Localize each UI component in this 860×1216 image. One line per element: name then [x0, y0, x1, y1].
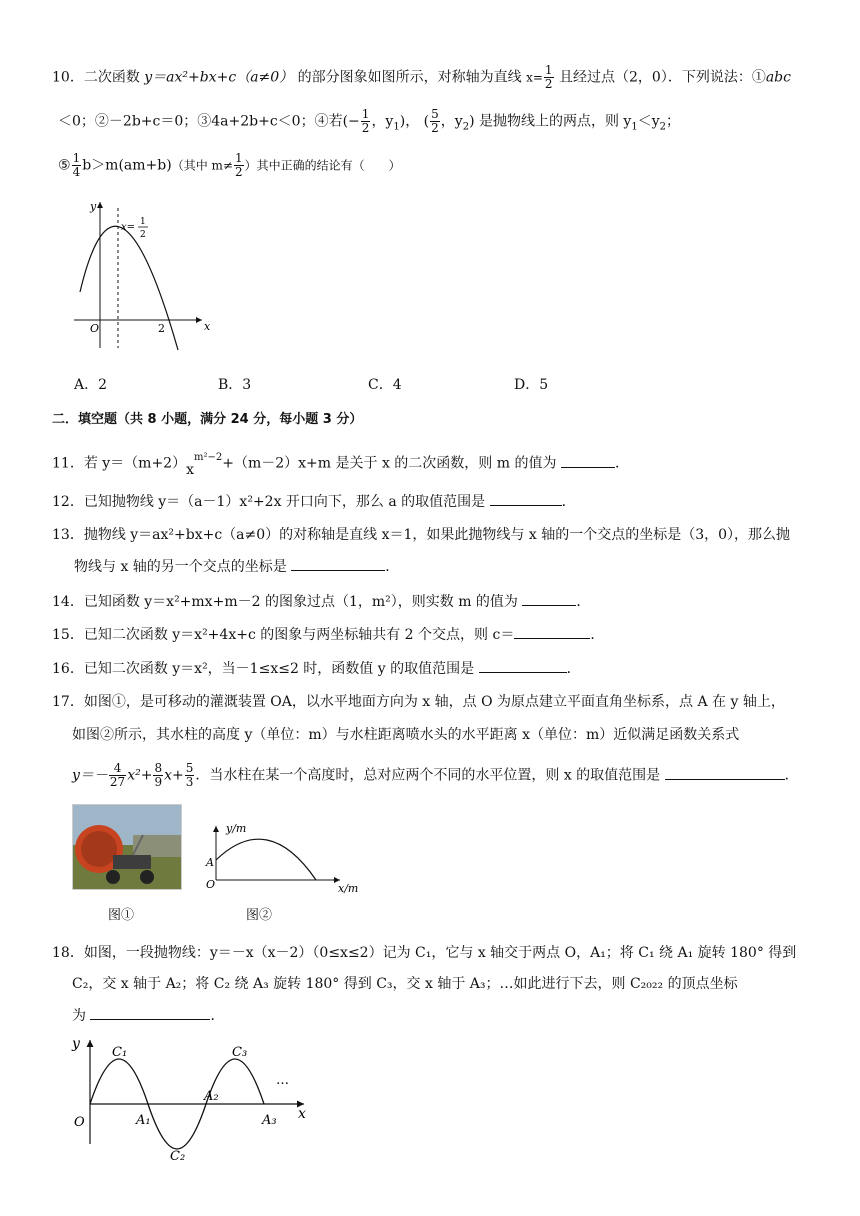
q14-text: 14．已知函数 y＝x²+mx+m－2 的图象过点（1，m²），则实数 m 的值为 — [52, 594, 518, 610]
c3-label: C₃ — [232, 1045, 248, 1060]
q17-line1: 17．如图①，是可移动的灌溉装置 OA，以水平地面方向为 x 轴，点 O 为原点建立平面直角坐标系，点 A 在 y 轴上， — [52, 694, 785, 710]
water-arc — [216, 839, 316, 880]
q10-sym-x: x= — [526, 70, 543, 85]
pt2-sub: 2 — [462, 121, 470, 133]
q11-text2: +（m－2）x+m 是关于 x 的二次函数，则 m 的值为 — [222, 455, 557, 472]
frac-num: 1 — [72, 151, 81, 165]
frac-den: 27 — [109, 775, 126, 789]
wheel-right — [140, 870, 154, 884]
frac-num: 8 — [154, 761, 163, 775]
frac-den: 9 — [154, 775, 163, 789]
q11-answer-blank[interactable] — [561, 453, 615, 468]
q13-answer-blank[interactable] — [291, 556, 385, 571]
pt1-open: (− — [342, 113, 360, 130]
q10-line2 — [58, 108, 680, 137]
q10-semi: ； — [666, 113, 681, 130]
q12-answer-blank[interactable] — [490, 491, 562, 506]
cond-frac — [234, 152, 244, 179]
quarter-frac — [72, 152, 82, 179]
q18-line1: 18．如图，一段抛物线：y＝－x（x－2）（0≤x≤2）记为 C₁，它与 x 轴交于两点 O，A₁；将 C₁ 绕 A₁ 旋转 180° 得到 — [52, 945, 797, 961]
q12-end: ． — [561, 494, 576, 510]
q10-half-frac — [544, 64, 554, 91]
option-a: A．2 — [74, 377, 108, 393]
q10-cond: （其中 m≠ — [171, 158, 233, 173]
q10-abc: abc — [765, 69, 791, 86]
q10-ineq: b＞m(am+b) — [82, 157, 172, 174]
frac-den: 2 — [544, 77, 553, 91]
continuation-dots: … — [276, 1073, 289, 1088]
option-b: B．3 — [218, 377, 252, 393]
a2-label: A₂ — [204, 1089, 219, 1104]
q11-text: 11．若 y＝（m+2） — [52, 455, 187, 472]
q13-line1: 13．抛物线 y＝ax²+bx+c（a≠0）的对称轴是直线 x＝1，如果此抛物线与 x 轴的一个交点的坐标是（3，0），那么抛 — [52, 527, 791, 543]
irrigation-photo-drawing — [73, 805, 181, 889]
q11-x: x — [186, 461, 194, 478]
q13-end: ． — [385, 559, 400, 575]
option-d: D．5 — [514, 377, 549, 393]
q17-frac3 — [185, 762, 195, 789]
y2-sub: 2 — [659, 121, 667, 133]
c1-label: C₁ — [112, 1045, 128, 1060]
frac-num: 1 — [234, 151, 243, 165]
q17-x: x+ — [164, 767, 184, 784]
q17-frac1 — [109, 762, 126, 789]
q10-text4: 是抛物线上的两点，则 y — [474, 113, 632, 130]
point-a-label: A — [206, 856, 214, 869]
origin-label: O — [74, 1115, 85, 1130]
q18-end: ． — [210, 1008, 225, 1024]
two-label: 2 — [158, 322, 165, 335]
wheel-left — [106, 870, 120, 884]
q14-end: ． — [576, 594, 591, 610]
a1-label: A₁ — [136, 1113, 151, 1128]
q18-line2: C₂，交 x 轴于 A₂；将 C₂ 绕 A₃ 旋转 180° 得到 C₃，交 x 轴于 A₃；…如此进行下去，则 C₂₀₂₂ 的顶点坐标 — [72, 976, 738, 992]
q17-graph — [200, 816, 370, 896]
frac-den: 4 — [72, 165, 81, 179]
pt1-frac — [361, 108, 371, 135]
axis-frac-den: 2 — [140, 230, 146, 240]
y-label: y/m — [226, 822, 247, 835]
q10-graph — [68, 196, 211, 352]
q10-text: 的部分图象如图所示，对称轴为直线 — [293, 69, 527, 86]
q10-number: 10．二次函数 — [52, 69, 145, 86]
q10-line3 — [58, 152, 401, 179]
q10-function: y＝ax²+bx+c（a≠0） — [144, 69, 294, 86]
q15 — [52, 624, 604, 645]
frame — [113, 855, 151, 869]
irrigation-photo — [72, 804, 182, 890]
option-c: C．4 — [368, 377, 402, 393]
q17-end: ． — [784, 767, 799, 784]
q14 — [52, 591, 590, 612]
pt2-frac — [430, 108, 440, 135]
q11 — [52, 450, 629, 478]
q12-text: 12．已知抛物线 y＝（a－1）x²+2x 开口向下，那么 a 的取值范围是 — [52, 494, 486, 510]
frac-num: 1 — [544, 63, 553, 77]
x-label: x/m — [338, 882, 359, 895]
q17-frac2 — [153, 762, 163, 789]
q12 — [52, 491, 576, 512]
q10-lt: ＜y — [637, 113, 660, 130]
frac-den: 3 — [185, 775, 194, 789]
q13-line2 — [74, 556, 399, 577]
q16 — [52, 658, 581, 679]
q17-line3 — [72, 762, 799, 789]
q18-text: 为 — [72, 1008, 86, 1024]
q15-answer-blank[interactable] — [514, 624, 590, 639]
q16-end: ． — [566, 661, 581, 677]
frac-den: 2 — [431, 121, 439, 135]
background-trees — [133, 835, 181, 857]
x-label: x — [298, 1106, 306, 1122]
c2-label: C₂ — [170, 1149, 186, 1164]
x-label: x — [204, 320, 211, 333]
q15-text: 15．已知二次函数 y＝x²+4x+c 的图象与两坐标轴共有 2 个交点，则 c＝ — [52, 627, 515, 643]
a3-label: A₃ — [262, 1113, 277, 1128]
q14-answer-blank[interactable] — [522, 591, 576, 606]
frac-num: 4 — [109, 762, 126, 776]
origin-label: O — [206, 878, 216, 891]
y1-sub: 1 — [631, 121, 638, 133]
q10-line1 — [52, 64, 791, 91]
fig2-caption: 图② — [246, 908, 273, 923]
pt2-open: ( — [423, 113, 430, 130]
q17-text: ．当水柱在某一个高度时，总对应两个不同的水平位置，则 x 的取值范围是 — [195, 767, 661, 784]
section-title: 二．填空题（共 8 小题，满分 24 分，每小题 3 分） — [52, 412, 363, 427]
q13-text: 物线与 x 轴的另一个交点的坐标是 — [74, 559, 287, 575]
fig1-caption: 图① — [108, 908, 135, 923]
frac-num: 1 — [361, 107, 370, 121]
pt1-sub: 1 — [393, 121, 400, 133]
q18-graph — [66, 1034, 316, 1164]
axis-eq-label: x= — [121, 222, 136, 233]
q16-answer-blank[interactable] — [479, 658, 567, 673]
q11-end: ． — [614, 455, 629, 472]
y-label: y — [72, 1036, 80, 1052]
q15-end: ． — [590, 627, 605, 643]
axis-frac-num: 1 — [140, 217, 146, 227]
q10-text3: ＜0；②－2b+c＝0；③4a+2b+c＜0；④若 — [58, 113, 343, 130]
pt1-close: ，y — [371, 113, 394, 130]
hose-reel-inner — [81, 831, 117, 867]
q17-answer-blank[interactable] — [665, 765, 785, 780]
pt1-end: )， — [399, 113, 420, 130]
q17-x2: x²+ — [127, 767, 153, 784]
q10-question: ）其中正确的结论有（ ） — [244, 158, 401, 173]
curve-c1 — [90, 1059, 148, 1104]
q17-line2: 如图②所示，其水柱的高度 y（单位：m）与水柱距离喷水头的水平距离 x（单位：m）近似满足函数关系式 — [72, 727, 740, 743]
y-label: y — [90, 200, 97, 213]
q17-y: y＝－ — [72, 767, 108, 784]
q11-exp: m²−2 — [194, 452, 223, 463]
frac-den: 2 — [361, 121, 370, 135]
q18-line3 — [72, 1005, 224, 1026]
frac-den: 2 — [234, 165, 243, 179]
curve-c2 — [148, 1104, 206, 1149]
q10-text2: 且经过点（2，0）．下列说法：① — [554, 69, 766, 86]
frac-num: 5 — [431, 107, 439, 121]
pt2-end: ) — [469, 113, 475, 130]
frac-num: 5 — [185, 761, 194, 775]
q16-text: 16．已知二次函数 y＝x²，当－1≤x≤2 时，函数值 y 的取值范围是 — [52, 661, 475, 677]
q18-answer-blank[interactable] — [90, 1005, 210, 1020]
q10-five: ⑤ — [58, 157, 71, 174]
origin-label: O — [90, 322, 100, 335]
pt2-close: ，y — [440, 113, 463, 130]
